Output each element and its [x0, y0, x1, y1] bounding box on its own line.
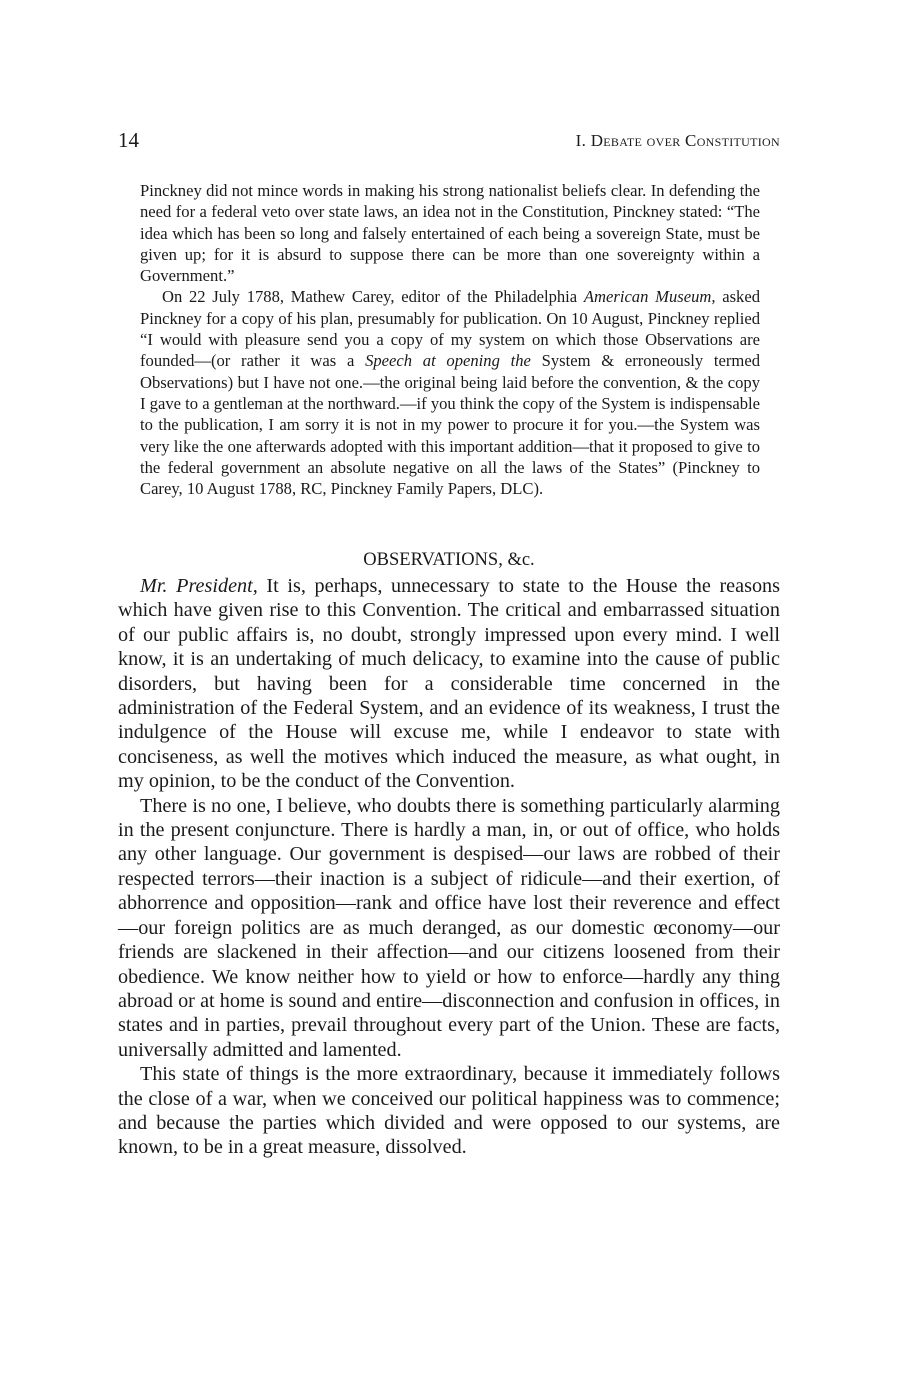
speech-paragraph — [118, 574, 780, 794]
journal-title: American Museum, — [583, 287, 716, 307]
italic-phrase: Speech at opening the — [365, 351, 531, 371]
speech-paragraph: This state of things is the more extraordinary, because it immediately follows the close of a war, when we conceived our political happiness was to commence; and because the parties which divided and were opposed to our systems, are known, to be in a great measure, dissolved. — [118, 1063, 780, 1159]
document-title: OBSERVATIONS, &c. — [363, 550, 535, 570]
editorial-paragraph — [140, 286, 760, 499]
salutation: Mr. President, — [140, 575, 258, 597]
text-run: asked Pinckney for a copy of his plan, presumably for publication. On 10 August, Pinckney replied “I would with pleasure send you a copy of my system on which those Observations are founded—(or rather it was a — [140, 287, 761, 371]
text-run: On 22 July 1788, Mathew Carey, editor of the Philadelphia — [162, 287, 584, 307]
speech-paragraph: There is no one, I believe, who doubts there is something particularly alarming in the present conjuncture. There is hardly a man, in, or out of office, who holds any other language. Our government is despised—our laws are robbed of their respected terrors—their inaction is a subject of ridicule—and their exertion, of abhorrence and opposition—rank and office have lost their reverence and effect—our foreign politics are as much deranged, as our domestic œconomy—our friends are slackened in their affection—and our citizens loosened from their obedience. We know neither how to yield or how to enforce—hardly any thing abroad or at home is sound and entire—disconnection and confusion in offices, in states and in parties, prevail throughout every part of the Union. These are facts, universally admitted and lamented. — [118, 794, 780, 1061]
running-head-title: Debate over Constitution — [590, 131, 780, 150]
page-number: 14 — [118, 128, 139, 152]
running-head-prefix: I. — [575, 131, 591, 150]
editorial-paragraph: Pinckney did not mince words in making his strong nationalist beliefs clear. In defending the need for a federal veto over state laws, an idea not in the Constitution, Pinckney stated: “The idea which has been so long and falsely entertained of each being a sovereign State, must be given up; for it is absurd to suppose there can be more than one sovereignty within a Government.” — [140, 181, 760, 286]
text-run: System & erroneously termed Observations) but I have not one.—the original being laid before the convention, & the copy I gave to a gentleman at the northward.—if you think the copy of the System is indispensable to the publication, I am sorry it is not in my power to procure it for you.—the System was very like the one afterwards adopted with this important addition—that it proposed to give to the federal government an absolute negative on all the laws of the States” (Pinckney to Carey, 10 August 1788, RC, Pinckney Family Papers, DLC). — [140, 351, 760, 499]
editorial-note — [140, 180, 760, 499]
running-head — [576, 131, 780, 151]
speech-body — [118, 574, 780, 1160]
text-run: It is, perhaps, unnecessary to state to the House the reasons which have given rise to this Convention. The critical and embarrassed situation of our public affairs is, no doubt, strongly impressed upon every mind. I well know, it is an undertaking of much delicacy, to examine into the cause of public disorders, but having been for a considerable time concerned in the administration of the Federal System, and an evidence of its weakness, I trust the indulgence of the House will excuse me, while I endeavor to state with conciseness, as well the motives which induced the measure, as what ought, in my opinion, to be the conduct of the Convention. — [118, 575, 781, 793]
